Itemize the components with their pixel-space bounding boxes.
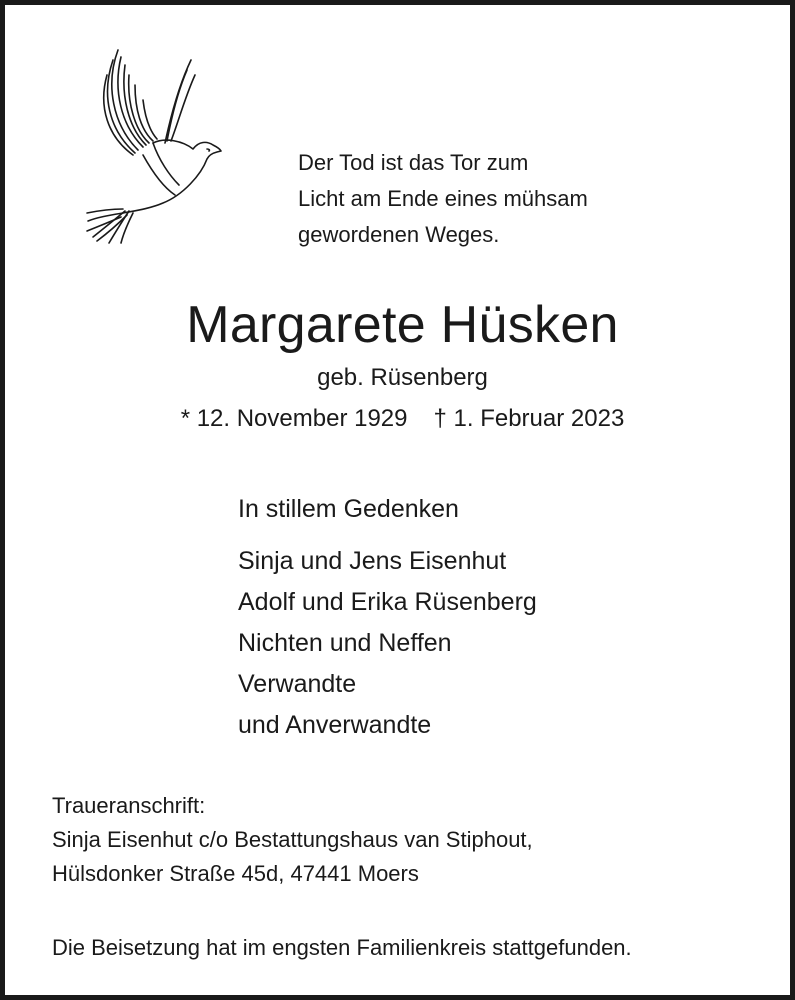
address-line: Sinja Eisenhut c/o Bestattungshaus van Stiphout, (52, 827, 533, 852)
quote (298, 145, 588, 253)
mourner-line: Adolf und Erika Rüsenberg (238, 588, 537, 616)
quote-line: gewordenen Weges. (298, 222, 500, 247)
maiden-name: geb. Rüsenberg (317, 364, 488, 391)
birth-date: * 12. November 1929 (180, 405, 408, 432)
mourners-block (238, 489, 537, 746)
mourner-line: Sinja und Jens Eisenhut (238, 547, 507, 575)
death-date: † 1. Februar 2023 (433, 405, 625, 432)
address-line: Hülsdonker Straße 45d, 47441 Moers (52, 861, 419, 886)
mourner-line: Verwandte (238, 670, 357, 698)
mourning-address (52, 789, 533, 891)
burial-note: Die Beisetzung hat im engsten Familienkreis stattgefunden. (52, 935, 632, 960)
dove-icon (83, 45, 228, 245)
deceased-name: Margarete Hüsken (186, 296, 619, 354)
mourner-line: und Anverwandte (238, 711, 432, 739)
quote-line: Licht am Ende eines mühsam (298, 186, 588, 211)
address-line: Traueranschrift: (52, 793, 206, 818)
mourners-heading: In stillem Gedenken (238, 495, 459, 523)
mourner-line: Nichten und Neffen (238, 629, 452, 657)
quote-line: Der Tod ist das Tor zum (298, 150, 529, 175)
life-dates (5, 403, 795, 435)
